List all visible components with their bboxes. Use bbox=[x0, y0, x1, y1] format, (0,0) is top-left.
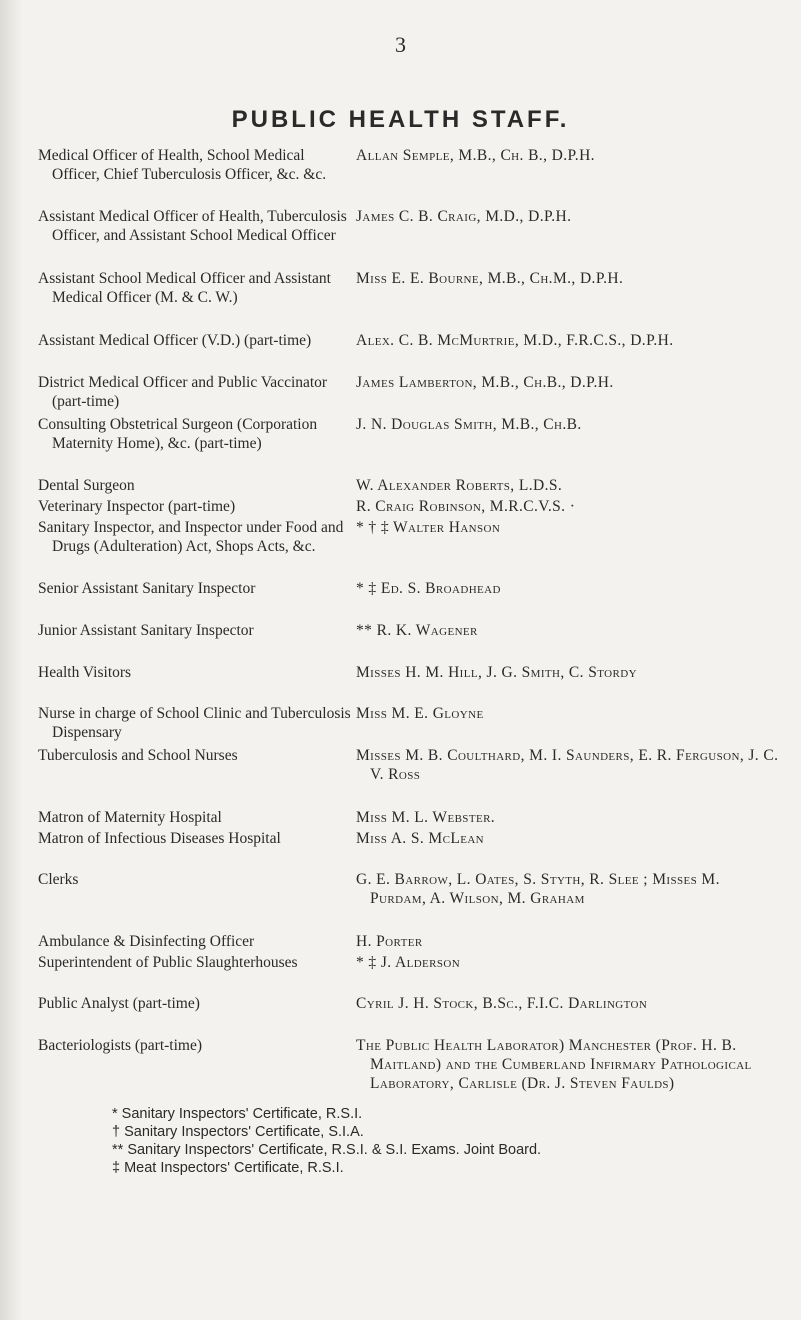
staff-name: Miss A. S. McLean bbox=[356, 830, 485, 847]
footnote: * Sanitary Inspectors' Certificate, R.S.I. bbox=[112, 1106, 363, 1122]
staff-name: Misses M. B. Coulthard, M. I. Saunders, E. R. Ferguson, J. C. V. Ross bbox=[356, 747, 779, 783]
role-label: Matron of Maternity Hospital bbox=[38, 809, 222, 826]
staff-name: The Public Health Laborator) Manchester (Prof. H. B. Maitland) and the Cumberland Infirmary Pathological Laboratory, Carlisle (Dr. J. Steven Faulds) bbox=[356, 1037, 752, 1092]
footnote: † Sanitary Inspectors' Certificate, S.I.A. bbox=[112, 1124, 364, 1140]
role-label: Assistant School Medical Officer and Assistant Medical Officer (M. & C. W.) bbox=[38, 270, 331, 306]
staff-name: Miss M. E. Gloyne bbox=[356, 705, 484, 722]
footnote: ** Sanitary Inspectors' Certificate, R.S.I. & S.I. Exams. Joint Board. bbox=[112, 1142, 542, 1158]
role-label: Tuberculosis and School Nurses bbox=[38, 747, 238, 764]
role-label: Junior Assistant Sanitary Inspector bbox=[38, 622, 254, 639]
footnotes bbox=[112, 1105, 772, 1177]
footnote: ‡ Meat Inspectors' Certificate, R.S.I. bbox=[112, 1160, 344, 1176]
staff-name: * ‡ J. Alderson bbox=[356, 954, 461, 971]
staff-name: * ‡ Ed. S. Broadhead bbox=[356, 580, 501, 597]
role-label: Sanitary Inspector, and Inspector under Food and Drugs (Adulteration) Act, Shops Acts, &c. bbox=[38, 519, 344, 555]
staff-name: James Lamberton, M.B., Ch.B., D.P.H. bbox=[356, 374, 614, 391]
role-label: Bacteriologists (part-time) bbox=[38, 1037, 202, 1054]
role-label: Health Visitors bbox=[38, 664, 132, 681]
staff-name: H. Porter bbox=[356, 933, 423, 950]
role-label: Matron of Infectious Diseases Hospital bbox=[38, 830, 281, 847]
role-label: Superintendent of Public Slaughterhouses bbox=[38, 954, 298, 971]
staff-name: Cyril J. H. Stock, B.Sc., F.I.C. Darlington bbox=[356, 995, 648, 1012]
page-title: PUBLIC HEALTH STAFF. bbox=[231, 106, 570, 133]
role-label: Clerks bbox=[38, 871, 79, 888]
staff-name: Misses H. M. Hill, J. G. Smith, C. Stordy bbox=[356, 664, 637, 681]
role-label: Consulting Obstetrical Surgeon (Corporation Maternity Home), &c. (part-time) bbox=[38, 416, 318, 452]
role-label: District Medical Officer and Public Vaccinator (part-time) bbox=[38, 374, 328, 410]
role-label: Ambulance & Disinfecting Officer bbox=[38, 933, 255, 950]
staff-name: Miss E. E. Bourne, M.B., Ch.M., D.P.H. bbox=[356, 270, 624, 287]
page-edge-shadow bbox=[0, 0, 22, 1320]
staff-name: G. E. Barrow, L. Oates, S. Styth, R. Slee ; Misses M. Purdam, A. Wilson, M. Graham bbox=[356, 871, 720, 907]
staff-name: J. N. Douglas Smith, M.B., Ch.B. bbox=[356, 416, 582, 433]
staff-name: R. Craig Robinson, M.R.C.V.S. · bbox=[356, 498, 576, 515]
role-label: Senior Assistant Sanitary Inspector bbox=[38, 580, 256, 597]
staff-name: W. Alexander Roberts, L.D.S. bbox=[356, 477, 563, 494]
staff-name: ** R. K. Wagener bbox=[356, 622, 478, 639]
role-label: Veterinary Inspector (part-time) bbox=[38, 498, 236, 515]
role-label: Public Analyst (part-time) bbox=[38, 995, 200, 1012]
role-label: Medical Officer of Health, School Medical Officer, Chief Tuberculosis Officer, &c. &c. bbox=[38, 147, 327, 183]
page-number: 3 bbox=[395, 32, 406, 57]
staff-name: James C. B. Craig, M.D., D.P.H. bbox=[356, 208, 572, 225]
staff-name: Allan Semple, M.B., Ch. B., D.P.H. bbox=[356, 147, 595, 164]
staff-name: * † ‡ Walter Hanson bbox=[356, 519, 501, 536]
role-label: Nurse in charge of School Clinic and Tuberculosis Dispensary bbox=[38, 705, 351, 741]
role-label: Assistant Medical Officer (V.D.) (part-time) bbox=[38, 332, 312, 349]
staff-name: Alex. C. B. McMurtrie, M.D., F.R.C.S., D.P.H. bbox=[356, 332, 674, 349]
role-label: Assistant Medical Officer of Health, Tuberculosis Officer, and Assistant School Medical Officer bbox=[38, 208, 347, 244]
staff-name: Miss M. L. Webster. bbox=[356, 809, 496, 826]
role-label: Dental Surgeon bbox=[38, 477, 135, 494]
